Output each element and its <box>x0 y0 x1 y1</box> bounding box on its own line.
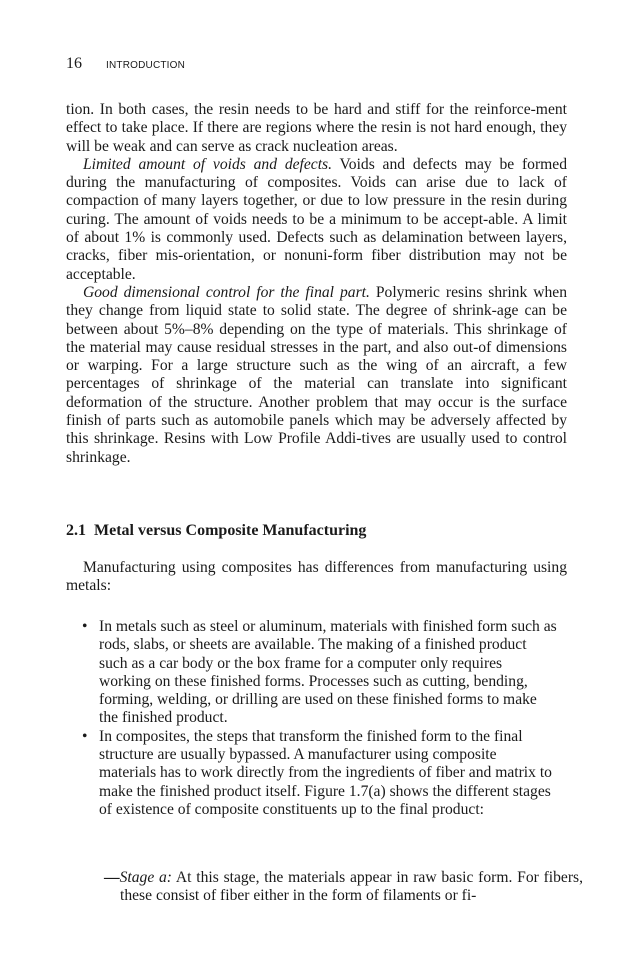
list-item-text: In composites, the steps that transform the finished form to the final structure are usually bypassed. A manufacturer using composite materials has to work directly from the ingredients of fiber and matrix to make the finished product itself. Figure 1.7(a) shows the different stages of existence of composite constituents up to the final product: <box>99 727 552 818</box>
page-number: 16 <box>66 55 82 72</box>
list-item <box>66 728 567 819</box>
running-head-title: INTRODUCTION <box>106 60 186 71</box>
section-number: 2.1 <box>66 522 86 539</box>
section-intro: Manufacturing using composites has differences from manufacturing using metals: <box>66 559 567 595</box>
paragraph-dimensional-control <box>66 284 567 467</box>
section-title: Metal versus Composite Manufacturing <box>94 522 367 539</box>
body-text <box>66 101 567 467</box>
em-dash: — <box>104 869 120 886</box>
paragraph-text: Polymeric resins shrink when they change from liquid state to solid state. The degree of shrink-age can be between about 5%–8% depending on the type of materials. This shrinkage of the material may cause residual stresses in the part, and also out-of dimensions or warping. For a large structure such as the wing of an aircraft, a few percentages of shrinkage of the material can translate into significant deformation of the structure. Another problem that may occur is the surface finish of parts such as automobile panels which may be adversely affected by this shrinkage. Resins with Low Profile Addi-tives are usually used to control shrinkage. <box>66 283 567 466</box>
bullet-icon: • <box>82 727 88 745</box>
list-item <box>66 618 567 728</box>
stage-text: At this stage, the materials appear in raw basic form. For fibers, these consist of fiber either in the form of filaments or fi- <box>120 869 583 905</box>
stage-label: Stage a: <box>119 869 172 886</box>
paragraph-voids-defects <box>66 156 567 284</box>
bullet-icon: • <box>82 618 88 635</box>
bullet-list <box>66 618 567 819</box>
run-in-heading: Good dimensional control for the final part. <box>83 283 370 301</box>
paragraph-resin-cure <box>66 101 567 156</box>
paragraph-text: Voids and defects may be formed during the manufacturing of composites. Voids can arise due to lack of compaction of many layers together, or due to low pressure in the resin during curing. The amount of voids needs to be a minimum to be accept-able. A limit of about 1% is commonly used. Defects such as delamination between layers, cracks, fiber mis-orientation, or nonuni-form fiber distribution may not be acceptable. <box>66 155 567 283</box>
paragraph-text: tion. In both cases, the resin needs to be hard and stiff for the reinforce-ment effect to take place. If there are regions where the resin is not hard enough, they will be weak and can serve as crack nucleation areas. <box>66 101 567 155</box>
run-in-heading: Limited amount of voids and defects. <box>83 155 333 173</box>
running-head <box>66 54 185 76</box>
list-item-text: In metals such as steel or aluminum, materials with finished form such as rods, slabs, or sheets are available. The making of a finished product such as a car body or the box frame for a computer only requires working on these finished forms. Processes such as cutting, bending, forming, welding, or drilling are used on these finished forms to make the finished product. <box>99 618 557 727</box>
section-heading <box>66 521 366 541</box>
stage-item <box>104 869 583 906</box>
